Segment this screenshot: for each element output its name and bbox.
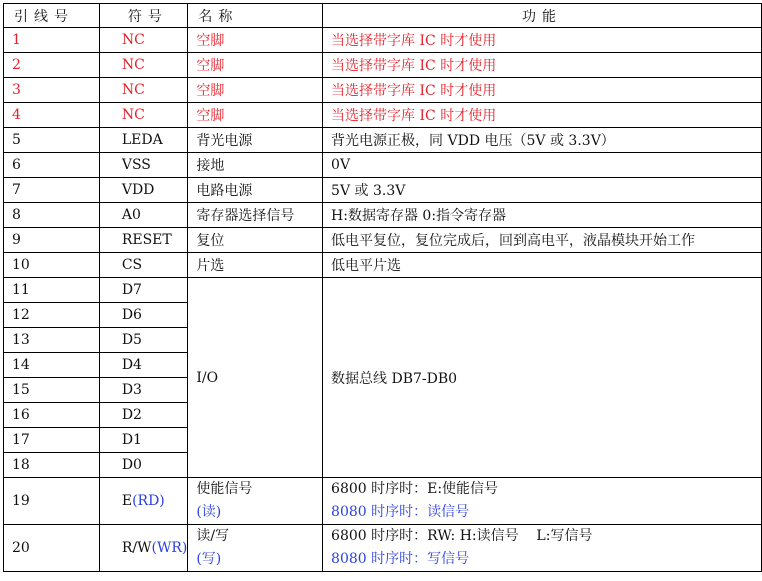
symbol-cell: CS — [99, 253, 188, 278]
symbol-cell: D5 — [99, 328, 188, 353]
symbol-cell: NC — [99, 103, 188, 128]
name-cell: 空脚 — [188, 78, 323, 103]
symbol-alt: (RD) — [132, 493, 165, 509]
table-row — [4, 78, 762, 103]
pin-cell: 2 — [4, 53, 100, 78]
function-cell: 当选择带字库 IC 时才使用 — [323, 103, 762, 128]
pin-cell: 11 — [4, 278, 100, 303]
name-cell: 空脚 — [188, 53, 323, 78]
name-alt: (读) — [196, 504, 222, 520]
name-cell — [188, 478, 323, 525]
table-row — [4, 128, 762, 153]
symbol-cell: NC — [99, 28, 188, 53]
header-name: 名称 — [188, 4, 323, 28]
pin-cell: 4 — [4, 103, 100, 128]
symbol-cell: RESET — [99, 228, 188, 253]
table-row — [4, 203, 762, 228]
data-bus-name-cell: I/O — [188, 278, 323, 478]
function-main: 6800 时序时：RW: H:读信号 L:写信号 — [331, 528, 593, 544]
symbol-cell: D4 — [99, 353, 188, 378]
table-row — [4, 153, 762, 178]
function-cell: 当选择带字库 IC 时才使用 — [323, 28, 762, 53]
pin-definition-table — [3, 3, 762, 572]
function-cell: H:数据寄存器 0:指令寄存器 — [323, 203, 762, 228]
pin-cell: 15 — [4, 378, 100, 403]
table-row-read-write — [4, 525, 762, 572]
header-pin: 引线号 — [4, 4, 100, 28]
symbol-cell — [99, 478, 188, 525]
name-cell: 寄存器选择信号 — [188, 203, 323, 228]
table-row — [4, 28, 762, 53]
symbol-cell: NC — [99, 78, 188, 103]
pin-cell: 9 — [4, 228, 100, 253]
symbol-cell: LEDA — [99, 128, 188, 153]
function-cell: 低电平复位，复位完成后，回到高电平，液晶模块开始工作 — [323, 228, 762, 253]
symbol-cell: VSS — [99, 153, 188, 178]
symbol-cell: D0 — [99, 453, 188, 478]
pin-cell: 20 — [4, 525, 100, 572]
table-row — [4, 178, 762, 203]
pin-cell: 1 — [4, 28, 100, 53]
name-cell: 片选 — [188, 253, 323, 278]
symbol-cell: A0 — [99, 203, 188, 228]
name-main: 使能信号 — [196, 481, 253, 497]
name-cell — [188, 525, 323, 572]
function-main: 6800 时序时：E:使能信号 — [331, 481, 499, 497]
pin-cell: 14 — [4, 353, 100, 378]
pin-cell: 3 — [4, 78, 100, 103]
table-row — [4, 253, 762, 278]
name-cell: 复位 — [188, 228, 323, 253]
function-alt: 8080 时序时：读信号 — [331, 504, 470, 520]
header-symbol: 符号 — [99, 4, 188, 28]
function-alt: 8080 时序时：写信号 — [331, 551, 470, 567]
function-cell — [323, 478, 762, 525]
pin-cell: 13 — [4, 328, 100, 353]
table-row — [4, 103, 762, 128]
symbol-cell: NC — [99, 53, 188, 78]
function-cell: 当选择带字库 IC 时才使用 — [323, 53, 762, 78]
pin-cell: 18 — [4, 453, 100, 478]
symbol-cell: D2 — [99, 403, 188, 428]
function-cell: 低电平片选 — [323, 253, 762, 278]
name-main: 读/写 — [196, 528, 230, 544]
name-cell: 电路电源 — [188, 178, 323, 203]
name-cell: 空脚 — [188, 103, 323, 128]
function-cell: 背光电源正极，同 VDD 电压（5V 或 3.3V） — [323, 128, 762, 153]
pin-cell: 8 — [4, 203, 100, 228]
data-bus-function-cell: 数据总线 DB7-DB0 — [323, 278, 762, 478]
function-cell — [323, 525, 762, 572]
symbol-cell: D3 — [99, 378, 188, 403]
function-cell: 当选择带字库 IC 时才使用 — [323, 78, 762, 103]
pin-cell: 17 — [4, 428, 100, 453]
pin-cell: 16 — [4, 403, 100, 428]
name-cell: 空脚 — [188, 28, 323, 53]
function-cell: 0V — [323, 153, 762, 178]
symbol-cell: D6 — [99, 303, 188, 328]
pin-cell: 5 — [4, 128, 100, 153]
table-row — [4, 278, 762, 303]
symbol-cell: VDD — [99, 178, 188, 203]
header-function: 功能 — [323, 4, 762, 28]
symbol-cell — [99, 525, 188, 572]
name-alt: (写) — [196, 551, 222, 567]
symbol-main: R/W — [121, 540, 152, 556]
symbol-cell: D7 — [99, 278, 188, 303]
table-row-enable — [4, 478, 762, 525]
table-row — [4, 53, 762, 78]
pin-cell: 10 — [4, 253, 100, 278]
table-row — [4, 228, 762, 253]
pin-cell: 19 — [4, 478, 100, 525]
function-cell: 5V 或 3.3V — [323, 178, 762, 203]
symbol-cell: D1 — [99, 428, 188, 453]
symbol-main: E — [121, 493, 133, 509]
pin-cell: 7 — [4, 178, 100, 203]
name-cell: 接地 — [188, 153, 323, 178]
pin-cell: 12 — [4, 303, 100, 328]
pin-cell: 6 — [4, 153, 100, 178]
table-header-row — [4, 4, 762, 28]
name-cell: 背光电源 — [188, 128, 323, 153]
symbol-alt: (WR) — [151, 540, 188, 556]
